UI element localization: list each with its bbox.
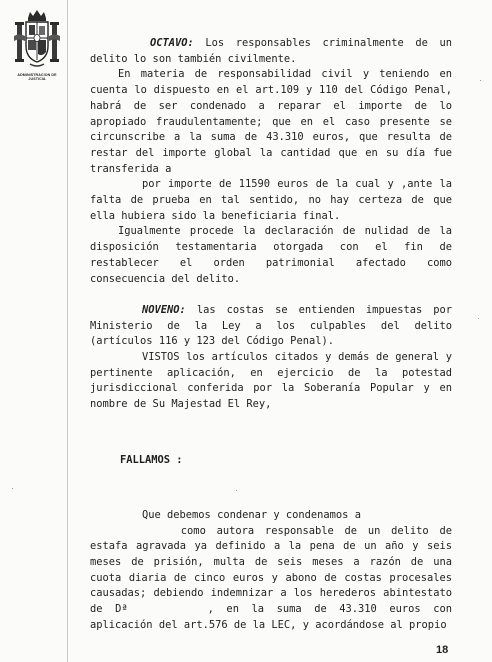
fallamos-paragraph: Que debemos condenar y condenamos a como autora responsable de un delito de estafa agravada ya definido a la pena de un año y seis meses de prisión, multa de seis meses a razón de una cuota diaria de cinco euros y abono de costas procesales causadas; debiendo indemnizar a los herederos abintestato de Dª , en la suma de 43.310 euros con aplicación del art.576 de la LEC, y acordándose al propio — [90, 508, 453, 631]
document-body — [90, 36, 452, 634]
octavo-paragraph-4: Igualmente procede la declaración de nulidad de la disposición testamentaria otorgada con el fin de restablecer el orden patrimonial afectado como consecuencia del delito. — [90, 225, 452, 285]
octavo-heading: OCTAVO: — [150, 37, 194, 49]
organization-label: ADMINISTRACION DE JUSTICIA — [17, 73, 57, 82]
spain-coat-of-arms-icon — [14, 8, 60, 70]
noveno-paragraph-1: NOVENO: las costas se entienden impuestas por Ministerio de la Ley a los culpables del delito (artículos 116 y 123 del Código Penal). — [90, 303, 452, 348]
page-number: 18 — [436, 644, 449, 656]
octavo-paragraph-3: por importe de 11590 euros de la cual y ,ante la falta de prueba en tal sentido, no hay certeza de que ella hubiera sido la beneficiaria final. — [90, 178, 452, 222]
octavo-paragraph-2: En materia de responsabilidad civil y teniendo en cuenta lo dispuesto en el art.109 y 110 del Código Penal, habrá de ser condenado a reparar el importe de lo apropiado fraudulentamente; que en el caso presente se circunscribe a la suma de 43.310 euros, que resulta de restar del importe global la cantidad que en su día fue transferida a — [90, 68, 452, 175]
octavo-paragraph-1: OCTAVO: Los responsables criminalmente de un delito lo son también civilmente. — [90, 37, 452, 65]
noveno-heading: NOVENO: — [142, 303, 186, 316]
noveno-paragraph-2: VISTOS los artículos citados y demás de general y pertinente aplicación, en ejercicio de la potestad jurisdiccional conferida por la Soberanía Popular y en nombre de Su Majestad El Rey, — [90, 351, 452, 411]
margin-rule — [67, 0, 68, 662]
fallamos-heading: FALLAMOS : — [120, 453, 183, 466]
